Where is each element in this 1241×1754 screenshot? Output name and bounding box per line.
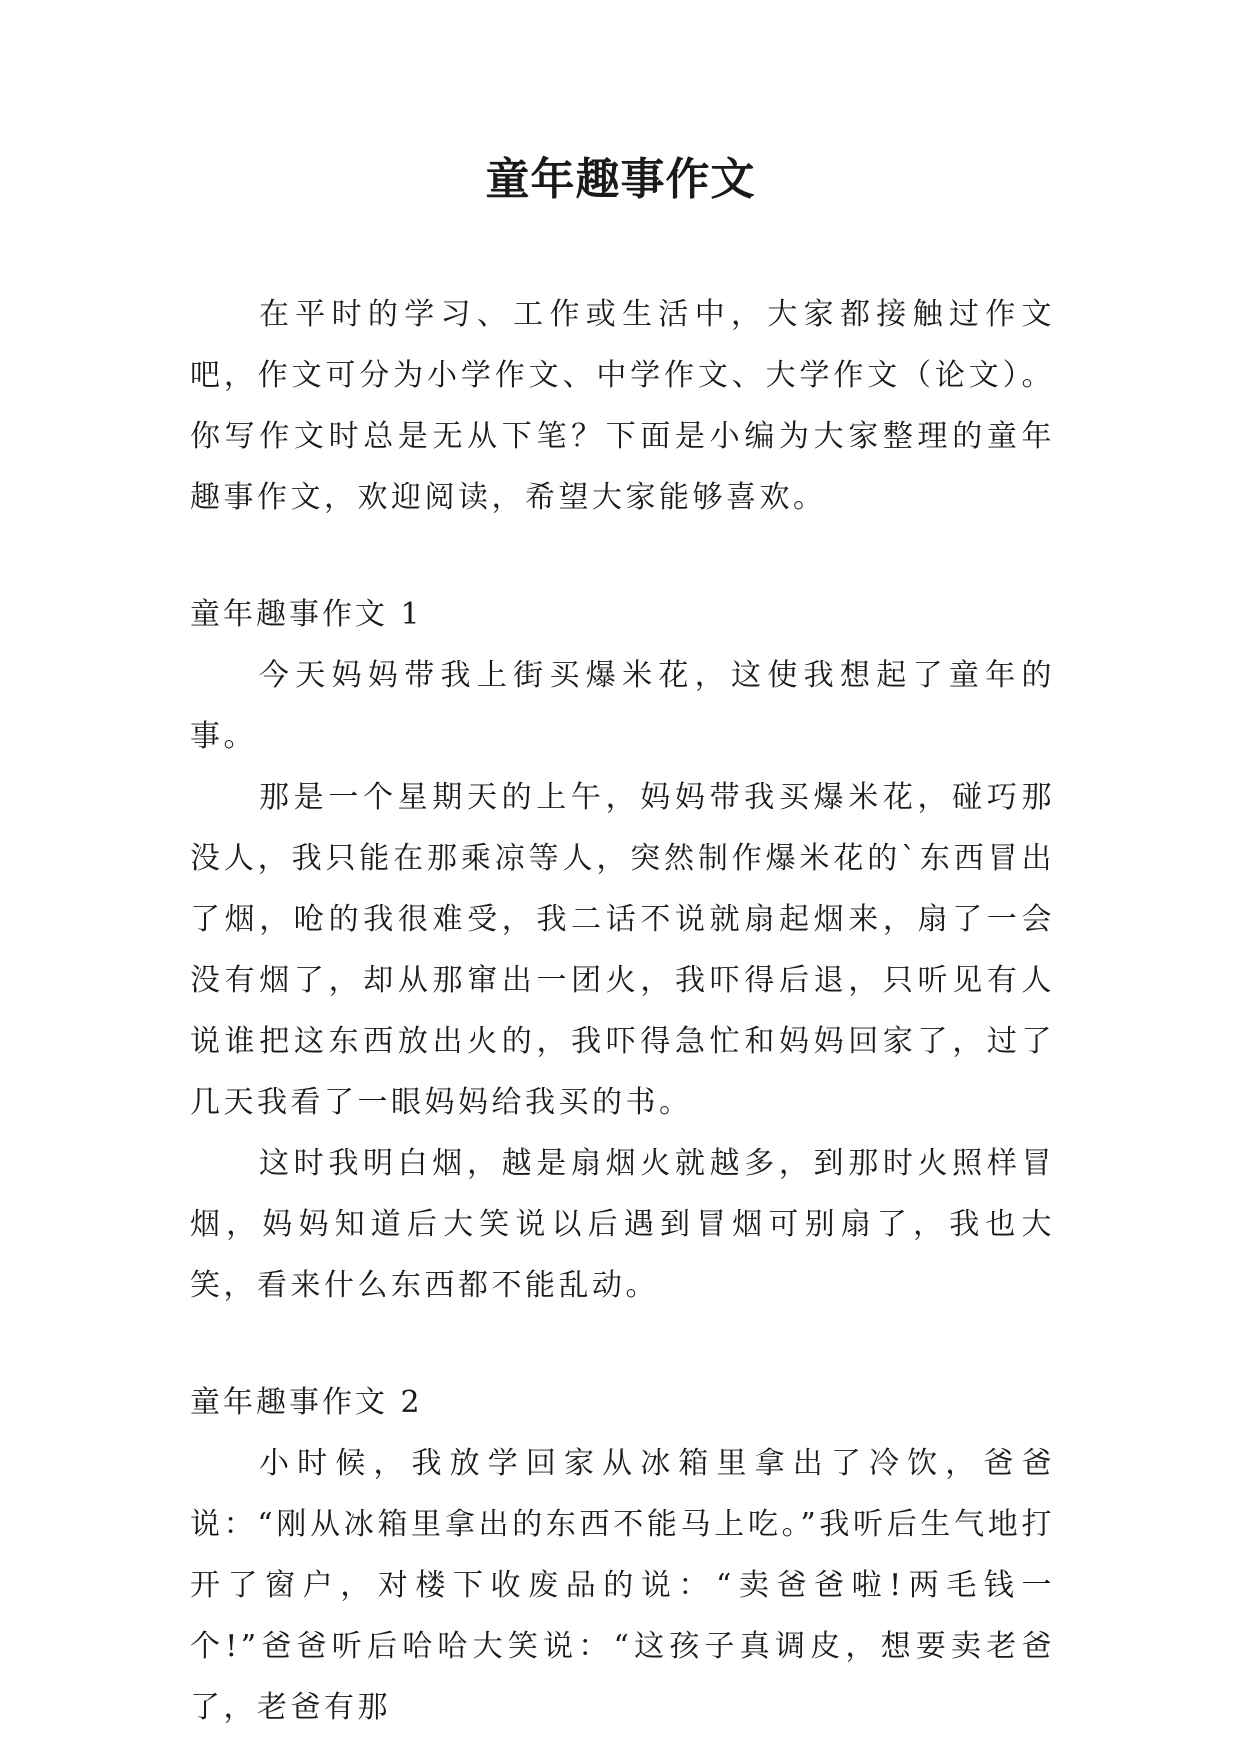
section-2-paragraph-1: 小时候，我放学回家从冰箱里拿出了冷饮，爸爸说：“刚从冰箱里拿出的东西不能马上吃。”我听后生气地打开了窗户，对楼下收废品的说：“卖爸爸啦!两毛钱一个!”爸爸听后哈哈大笑说：“这孩子真调皮，想要卖老爸了，老爸有那 [190, 1446, 1055, 1725]
document-body [190, 284, 1055, 1738]
intro-paragraph: 在平时的学习、工作或生活中，大家都接触过作文吧，作文可分为小学作文、中学作文、大学作文（论文）。你写作文时总是无从下笔？下面是小编为大家整理的童年趣事作文，欢迎阅读，希望大家能够喜欢。 [190, 297, 1055, 515]
section-1-paragraph-2: 那是一个星期天的上午，妈妈带我买爆米花，碰巧那没人，我只能在那乘凉等人，突然制作爆米花的`东西冒出了烟，呛的我很难受，我二话不说就扇起烟来，扇了一会没有烟了，却从那窜出一团火，我吓得后退，只听见有人说谁把这东西放出火的，我吓得急忙和妈妈回家了，过了几天我看了一眼妈妈给我买的书。 [190, 780, 1055, 1120]
section-heading-1: 童年趣事作文 1 [190, 597, 423, 632]
section-heading-2: 童年趣事作文 2 [190, 1385, 423, 1420]
document-title: 童年趣事作文 [485, 154, 756, 205]
section-1-paragraph-1: 今天妈妈带我上街买爆米花，这使我想起了童年的事。 [190, 658, 1055, 754]
section-1-paragraph-3: 这时我明白烟，越是扇烟火就越多，到那时火照样冒烟，妈妈知道后大笑说以后遇到冒烟可别扇了，我也大笑，看来什么东西都不能乱动。 [190, 1146, 1055, 1303]
